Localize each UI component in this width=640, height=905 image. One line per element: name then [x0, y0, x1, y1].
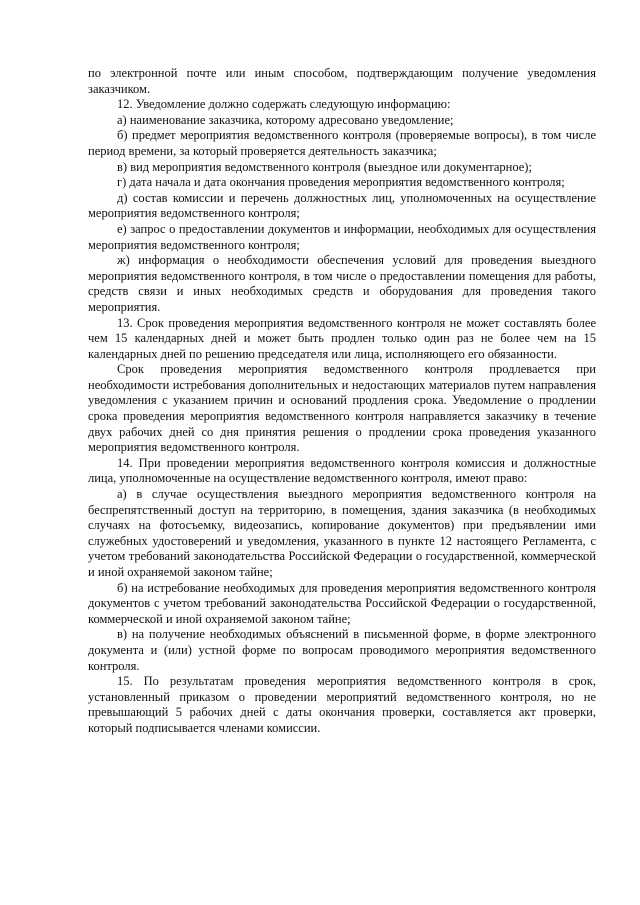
paragraph-continuation: по электронной почте или иным способом, подтверждающим получение уведомления заказчиком. [88, 66, 596, 96]
paragraph-14-a: а) в случае осуществления выездного мероприятия ведомственного контроля на беспрепятственный доступ на территорию, в помещения, здания заказчика (в необходимых случаях на фотосъемку, видеозапись, копирование документов) при предъявлении ими служебных удостоверений и уведомления, указанного в пункте 12 настоящего Регламента, с учетом требований законодательства Российской Федерации о государственной, коммерческой и иной охраняемой законом тайне; [88, 487, 596, 579]
paragraph-14-b: б) на истребование необходимых для проведения мероприятия ведомственного контроля документов с учетом требований законодательства Российской Федерации о государственной, коммерческой и иной охраняемой законом тайне; [88, 580, 596, 626]
paragraph-12-heading: 12. Уведомление должно содержать следующую информацию: [117, 97, 451, 112]
paragraph-12-v: в) вид мероприятия ведомственного контроля (выездное или документарное); [117, 159, 532, 174]
paragraph-14-v: в) на получение необходимых объяснений в письменной форме, в форме электронного документа и (или) устной форме по вопросам проводимого мероприятия ведомственного контроля. [88, 627, 596, 673]
paragraph-15: 15. По результатам проведения мероприятия ведомственного контроля в срок, установленный приказом о проведении мероприятий ведомственного контроля, но не превышающий 5 рабочих дней с даты окончания проверки, составляется акт проверки, который подписывается членами комиссии. [88, 674, 596, 735]
paragraph-12-a: а) наименование заказчика, которому адресовано уведомление; [117, 112, 454, 127]
document-page [88, 66, 596, 737]
paragraph-12-zh: ж) информация о необходимости обеспечения условий для проведения выездного мероприятия ведомственного контроля, в том числе о предоставлении помещения для работы, средств связи и иных необходимых средств и оборудования для проведения такого мероприятия. [88, 253, 596, 314]
paragraph-12-b: б) предмет мероприятия ведомственного контроля (проверяемые вопросы), в том числе период времени, за который проверяется деятельность заказчика; [88, 128, 596, 158]
paragraph-14-heading: 14. При проведении мероприятия ведомственного контроля комиссия и должностные лица, уполномоченные на осуществление ведомственного контроля, имеют право: [88, 455, 596, 486]
paragraph-13: 13. Срок проведения мероприятия ведомственного контроля не может составлять более чем 15 календарных дней и может быть продлен только один раз не более чем на 15 календарных дней по решению председателя или лица, исполняющего его обязанности. [88, 315, 596, 361]
paragraph-12-d: д) состав комиссии и перечень должностных лиц, уполномоченных на осуществление мероприятия ведомственного контроля; [88, 190, 596, 221]
paragraph-13-extension: Срок проведения мероприятия ведомственного контроля продлевается при необходимости истребования дополнительных и недостающих материалов путем направления уведомления с указанием причин и оснований продления срока. Уведомление о продлении срока проведения мероприятия ведомственного контроля направляется заказчику в течение двух рабочих дней со дня принятия решения о продлении срока проведения указанного мероприятия ведомственного контроля. [88, 362, 596, 455]
paragraph-12-e: е) запрос о предоставлении документов и информации, необходимых для осуществления мероприятия ведомственного контроля; [88, 221, 596, 252]
paragraph-12-g: г) дата начала и дата окончания проведения мероприятия ведомственного контроля; [117, 175, 565, 190]
